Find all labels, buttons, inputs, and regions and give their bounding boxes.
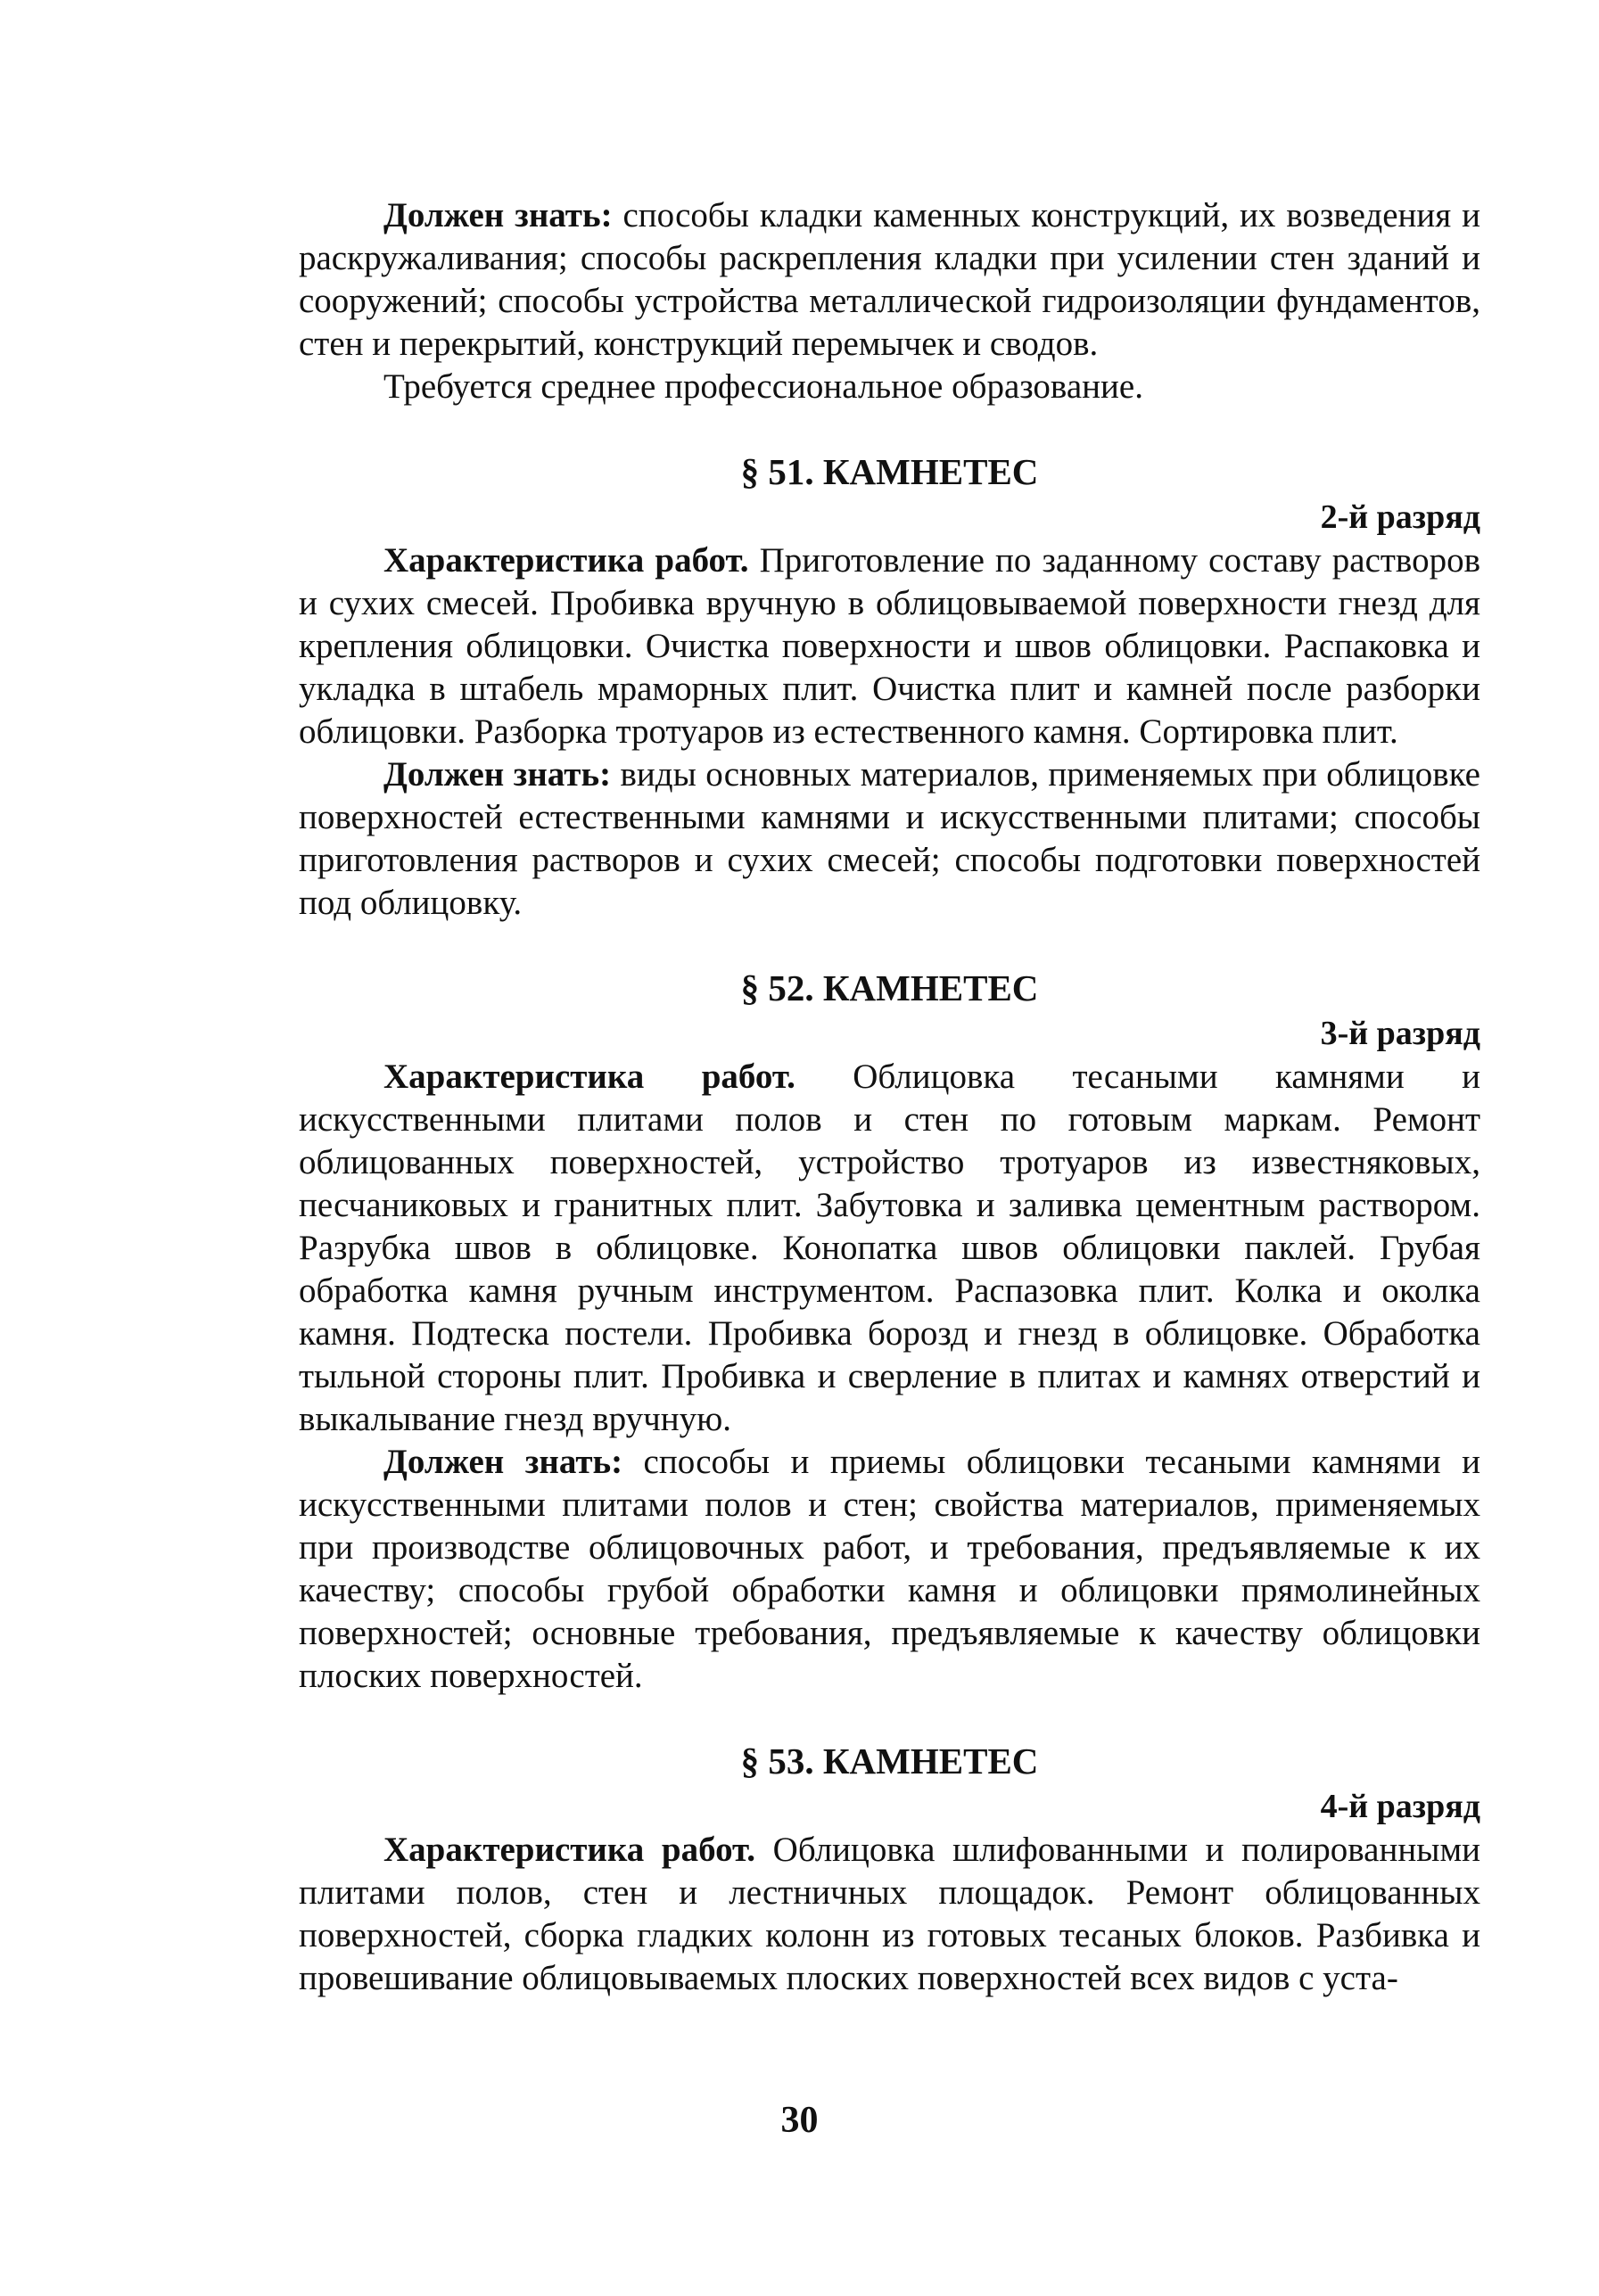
work-text: Приготовление по заданному составу растворов и сухих смесей. Пробивка вручную в облицовываемой поверхности гнезд для крепления облицовки. Очистка поверхности и швов облицовки. Распаковка и укладка в штабель мраморных плит. Очистка плит и камней после разборки облицовки. Разборка тротуаров из естественного камня. Сортировка плит. <box>299 541 1480 751</box>
work-characteristics-53 <box>299 1829 1480 2000</box>
work-label: Характеристика работ. <box>383 1831 756 1869</box>
section-title-53: § 53. КАМНЕТЕС <box>740 1741 1039 1782</box>
must-know-text: способы и приемы облицовки тесаными камнями и искусственными плитами полов и стен; свойства материалов, применяемых при производстве облицовочных работ, и требования, предъявляемые к их качеству; способы грубой обработки камня и облицовки прямолинейных поверхностей; основные требования, предъявляемые к качеству облицовки плоских поверхностей. <box>299 1443 1481 1695</box>
must-know-label: Должен знать: <box>383 1443 623 1481</box>
must-know-text: виды основных материалов, применяемых при облицовке поверхностей естественными камнями и искусственными плитами; способы приготовления растворов и сухих смесей; способы подготовки поверхностей под облицовку. <box>299 755 1480 922</box>
section-rank-53: 4-й разряд <box>1320 1788 1480 1825</box>
page-body <box>299 194 1480 2000</box>
education-requirement: Требуется среднее профессиональное образование. <box>383 367 1143 406</box>
must-know-52 <box>299 1441 1480 1698</box>
must-know-text: способы кладки каменных конструкций, их возведения и раскружаливания; способы раскрепления кладки при усилении стен зданий и сооружений; способы устройства металлической гидроизоляции фундаментов, стен и перекрытий, конструкций перемычек и сводов. <box>299 196 1480 363</box>
work-text: Облицовка шлифованными и полированными плитами полов, стен и лестничных площадок. Ремонт облицованных поверхностей, сборка гладких колонн из готовых тесаных блоков. Разбивка и провешивание облицовываемых плоских поверхностей всех видов с уста- <box>299 1831 1480 1997</box>
work-label: Характеристика работ. <box>383 1057 795 1096</box>
page-number: 30 <box>780 2100 819 2141</box>
work-label: Характеристика работ. <box>383 541 749 580</box>
must-know-51 <box>299 753 1480 925</box>
section-rank-51: 2-й разряд <box>1320 498 1480 536</box>
work-characteristics-51 <box>299 539 1480 753</box>
work-characteristics-52 <box>299 1056 1480 1441</box>
section-title-51: § 51. КАМНЕТЕС <box>740 451 1039 492</box>
must-know-label: Должен знать: <box>383 196 613 235</box>
must-know-label: Должен знать: <box>383 755 612 794</box>
work-text: Облицовка тесаными камнями и искусственными плитами полов и стен по готовым маркам. Ремонт облицованных поверхностей, устройство тротуаров из известняковых, песчаниковых и гранитных плит. Забутовка и заливка цементным раствором. Разрубка швов в облицовке. Конопатка швов облицовки паклей. Грубая обработка камня ручным инструментом. Распазовка плит. Колка и околка камня. Подтеска постели. Пробивка борозд и гнезд в облицовке. Обработка тыльной стороны плит. Пробивка и сверление в плитах и камнях отверстий и выкалывание гнезд вручную. <box>299 1057 1480 1438</box>
section-title-52: § 52. КАМНЕТЕС <box>740 967 1039 1008</box>
section-rank-52: 3-й разряд <box>1320 1015 1480 1052</box>
intro-must-know-paragraph <box>299 194 1480 366</box>
